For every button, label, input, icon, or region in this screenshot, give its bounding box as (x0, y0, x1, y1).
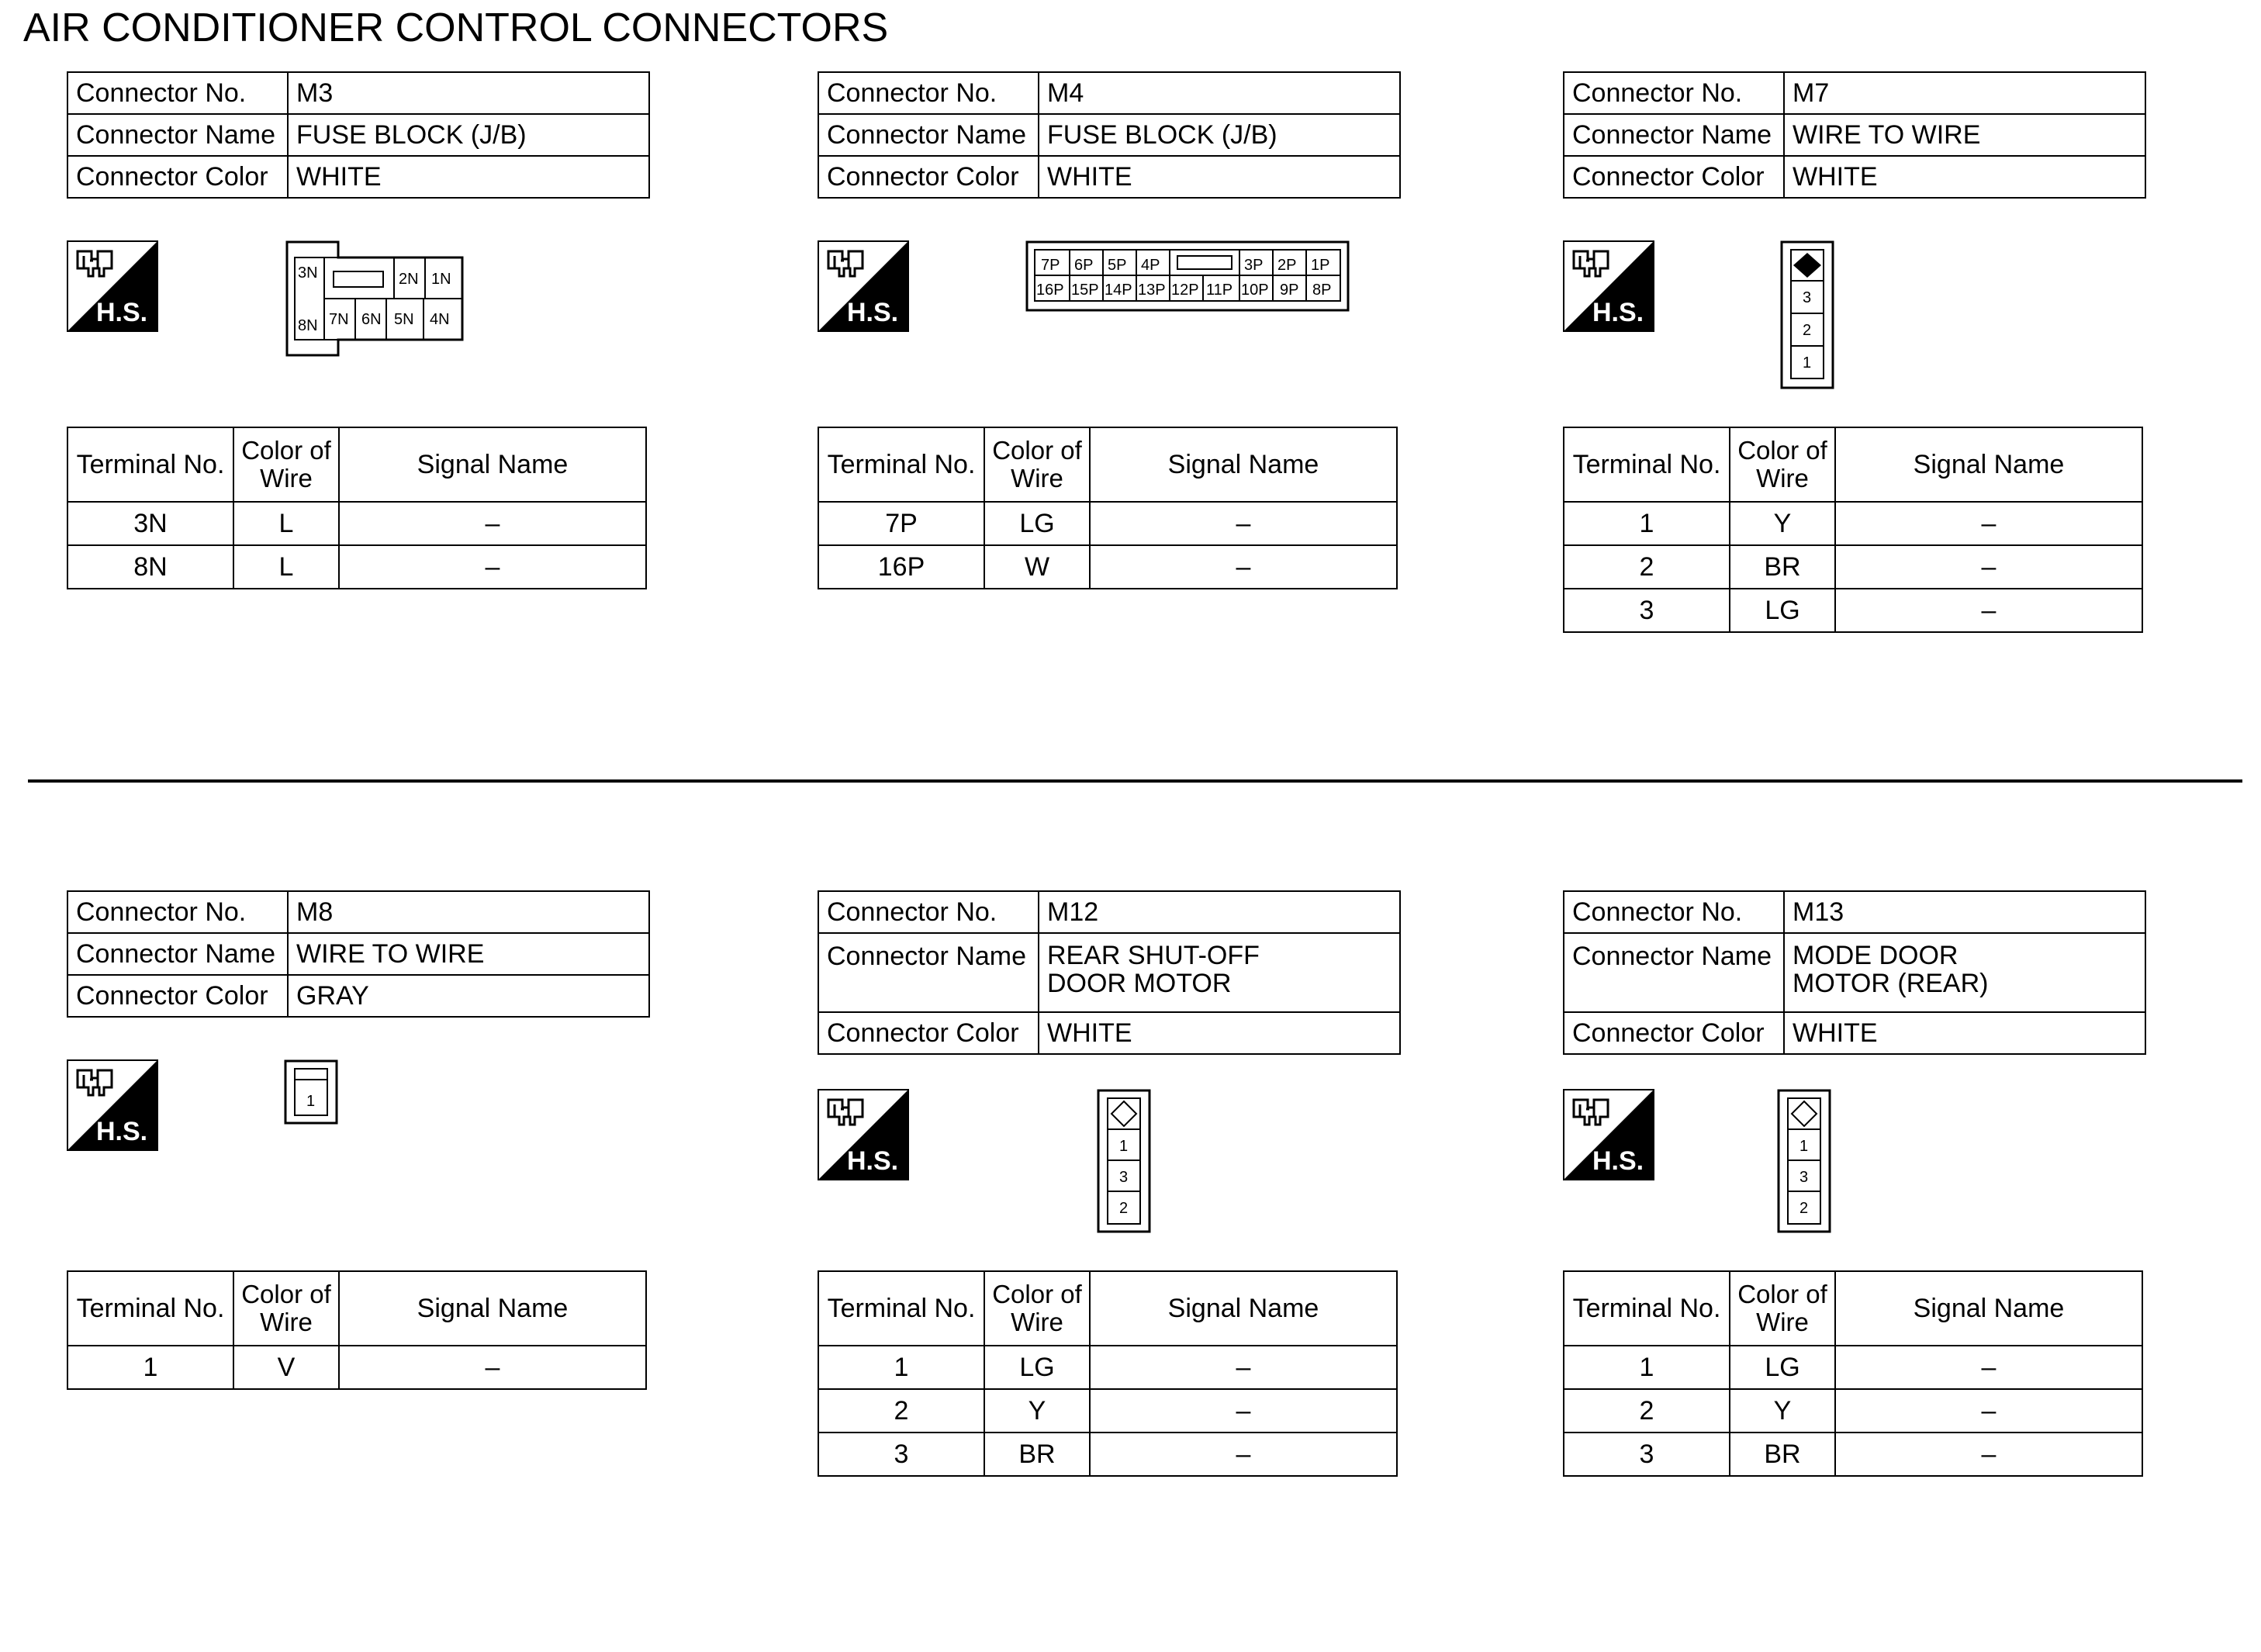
connector-no-value: M8 (288, 891, 649, 933)
connector-no-value: M7 (1784, 72, 2145, 114)
table-row (67, 1346, 646, 1389)
connector-face-m7 (1780, 240, 1834, 389)
hs-badge-text: H.S. (1592, 298, 1644, 327)
terminal-no-cell: 3N (67, 502, 233, 545)
table-row (1564, 545, 2142, 589)
signal-name-cell: – (339, 545, 646, 589)
pin-label: 5P (1108, 257, 1127, 274)
connector-name-label: Connector Name (818, 933, 1039, 1012)
connector-name-value: FUSE BLOCK (J/B) (288, 114, 649, 156)
connector-name-label: Connector Name (818, 114, 1039, 156)
table-row (818, 1433, 1397, 1476)
wire-color-cell: Y (1730, 502, 1835, 545)
terminal-no-cell: 2 (1564, 1389, 1730, 1433)
terminal-table (1563, 1270, 2143, 1477)
pin-label: 3 (1799, 1169, 1809, 1186)
terminal-no-cell: 16P (818, 545, 984, 589)
connector-face-m12 (1097, 1089, 1151, 1233)
connector-no-label: Connector No. (67, 72, 288, 114)
pin-label: 4N (430, 311, 450, 328)
wire-color-cell: BR (1730, 1433, 1835, 1476)
terminal-no-cell: 8N (67, 545, 233, 589)
signal-name-cell: – (339, 1346, 646, 1389)
wire-color-cell: LG (1730, 589, 1835, 632)
connector-name-value: MODE DOOR MOTOR (REAR) (1784, 933, 2145, 1012)
terminal-no-cell: 7P (818, 502, 984, 545)
table-row (818, 1389, 1397, 1433)
signal-name-header: Signal Name (339, 427, 646, 502)
connector-info-table (67, 890, 650, 1018)
pin-label: 11P (1206, 282, 1233, 299)
pin-label: 3N (298, 264, 318, 282)
pin-label: 3 (1119, 1169, 1129, 1186)
connector-color-label: Connector Color (818, 1012, 1039, 1054)
connector-block-m12 (779, 890, 1368, 1526)
pin-label: 4P (1141, 257, 1160, 274)
connector-info-table (67, 71, 650, 199)
signal-name-cell: – (1835, 502, 2142, 545)
connector-name-value: WIRE TO WIRE (1784, 114, 2145, 156)
connector-block-m13 (1524, 890, 2114, 1526)
terminal-no-header: Terminal No. (818, 1271, 984, 1346)
wire-color-cell: LG (984, 502, 1090, 545)
pin-label: 13P (1138, 282, 1166, 299)
wire-color-cell: BR (1730, 545, 1835, 589)
connector-block-m3 (28, 71, 617, 707)
table-row (1564, 502, 2142, 545)
harness-side-icon (67, 1059, 158, 1151)
connector-no-label: Connector No. (1564, 72, 1784, 114)
wire-color-cell: V (233, 1346, 339, 1389)
connector-no-label: Connector No. (67, 891, 288, 933)
connector-name-value: FUSE BLOCK (J/B) (1039, 114, 1400, 156)
pin-label: 1N (431, 271, 451, 288)
hs-badge-text: H.S. (847, 1146, 899, 1176)
connector-name-label: Connector Name (67, 933, 288, 975)
pin-label: 3P (1244, 257, 1264, 274)
terminal-no-header: Terminal No. (818, 427, 984, 502)
pin-label: 1 (1803, 354, 1812, 372)
connector-no-value: M4 (1039, 72, 1400, 114)
signal-name-cell: – (1090, 1346, 1397, 1389)
pin-label: 2 (1803, 322, 1812, 339)
harness-side-icon (67, 240, 158, 332)
connector-block-m7 (1524, 71, 2114, 707)
pin-label: 1P (1311, 257, 1330, 274)
connector-color-label: Connector Color (67, 975, 288, 1017)
pin-label: 9P (1280, 282, 1299, 299)
pin-label: 10P (1241, 282, 1269, 299)
terminal-no-header: Terminal No. (1564, 1271, 1730, 1346)
pin-label: 1 (1119, 1138, 1129, 1155)
connector-color-value: WHITE (1039, 156, 1400, 198)
signal-name-header: Signal Name (1090, 427, 1397, 502)
connector-name-value: WIRE TO WIRE (288, 933, 649, 975)
hs-badge-text: H.S. (1592, 1146, 1644, 1176)
pin-label: 15P (1071, 282, 1099, 299)
connector-no-value: M3 (288, 72, 649, 114)
table-row (818, 502, 1397, 545)
connector-color-value: WHITE (288, 156, 649, 198)
table-row (1564, 1346, 2142, 1389)
section-divider (28, 779, 2242, 783)
signal-name-cell: – (1835, 545, 2142, 589)
table-row (67, 545, 646, 589)
connector-color-value: GRAY (288, 975, 649, 1017)
signal-name-cell: – (1835, 1433, 2142, 1476)
signal-name-cell: – (1090, 502, 1397, 545)
connector-face-m8 (284, 1059, 338, 1125)
pin-label: 1 (1799, 1138, 1809, 1155)
connector-face-m4 (1025, 240, 1350, 312)
terminal-table (67, 1270, 647, 1390)
table-row (818, 545, 1397, 589)
terminal-no-cell: 2 (1564, 545, 1730, 589)
harness-side-icon (1563, 240, 1654, 332)
pin-label: 12P (1171, 282, 1199, 299)
pin-label: 16P (1036, 282, 1064, 299)
connector-block-m8 (28, 890, 617, 1526)
connector-face-m13 (1777, 1089, 1831, 1233)
pin-label: 7P (1041, 257, 1060, 274)
signal-name-cell: – (339, 502, 646, 545)
hs-badge-text: H.S. (96, 1117, 148, 1146)
connector-no-label: Connector No. (818, 72, 1039, 114)
table-row (1564, 1433, 2142, 1476)
pin-label: 6N (361, 311, 382, 328)
table-row (1564, 589, 2142, 632)
connector-no-label: Connector No. (818, 891, 1039, 933)
terminal-table (818, 1270, 1398, 1477)
signal-name-header: Signal Name (1835, 1271, 2142, 1346)
wire-color-header: Color of Wire (1730, 427, 1835, 502)
hs-badge-text: H.S. (847, 298, 899, 327)
signal-name-cell: – (1835, 589, 2142, 632)
pin-label: 7N (329, 311, 349, 328)
pin-label: 1 (306, 1093, 316, 1110)
wire-color-header: Color of Wire (233, 427, 339, 502)
terminal-no-cell: 1 (1564, 1346, 1730, 1389)
terminal-no-cell: 1 (67, 1346, 233, 1389)
wire-color-cell: Y (984, 1389, 1090, 1433)
harness-side-icon (1563, 1089, 1654, 1180)
pin-label: 3 (1803, 289, 1812, 306)
terminal-no-cell: 3 (1564, 1433, 1730, 1476)
terminal-no-cell: 3 (1564, 589, 1730, 632)
connector-name-label: Connector Name (1564, 114, 1784, 156)
connector-info-table (1563, 890, 2146, 1055)
signal-name-cell: – (1835, 1389, 2142, 1433)
connector-color-label: Connector Color (1564, 1012, 1784, 1054)
signal-name-header: Signal Name (339, 1271, 646, 1346)
connector-no-value: M13 (1784, 891, 2145, 933)
table-row (1564, 1389, 2142, 1433)
wire-color-header: Color of Wire (984, 1271, 1090, 1346)
wire-color-header: Color of Wire (1730, 1271, 1835, 1346)
signal-name-cell: – (1090, 545, 1397, 589)
terminal-no-cell: 2 (818, 1389, 984, 1433)
wire-color-cell: L (233, 545, 339, 589)
harness-side-icon (818, 1089, 909, 1180)
signal-name-header: Signal Name (1090, 1271, 1397, 1346)
pin-label: 2 (1799, 1200, 1809, 1217)
wire-color-cell: BR (984, 1433, 1090, 1476)
pin-label: 2 (1119, 1200, 1129, 1217)
terminal-table (67, 427, 647, 589)
wire-color-cell: L (233, 502, 339, 545)
connector-color-value: WHITE (1784, 156, 2145, 198)
connector-color-label: Connector Color (67, 156, 288, 198)
wire-color-cell: LG (1730, 1346, 1835, 1389)
connector-color-label: Connector Color (1564, 156, 1784, 198)
signal-name-cell: – (1090, 1433, 1397, 1476)
connector-info-table (1563, 71, 2146, 199)
pin-label: 5N (394, 311, 414, 328)
connector-info-table (818, 890, 1401, 1055)
harness-side-icon (818, 240, 909, 332)
wire-color-cell: LG (984, 1346, 1090, 1389)
connector-color-label: Connector Color (818, 156, 1039, 198)
table-row (818, 1346, 1397, 1389)
pin-label: 2P (1277, 257, 1297, 274)
pin-label: 2N (399, 271, 419, 288)
connector-name-value: REAR SHUT-OFF DOOR MOTOR (1039, 933, 1400, 1012)
terminal-no-cell: 1 (818, 1346, 984, 1389)
wire-color-header: Color of Wire (984, 427, 1090, 502)
connector-no-value: M12 (1039, 891, 1400, 933)
wire-color-cell: Y (1730, 1389, 1835, 1433)
connector-info-table (818, 71, 1401, 199)
terminal-table (1563, 427, 2143, 633)
signal-name-cell: – (1835, 1346, 2142, 1389)
wire-color-cell: W (984, 545, 1090, 589)
pin-label: 8N (298, 317, 318, 334)
signal-name-cell: – (1090, 1389, 1397, 1433)
pin-label: 6P (1074, 257, 1094, 274)
pin-label: 14P (1105, 282, 1132, 299)
connector-name-label: Connector Name (1564, 933, 1784, 1012)
connector-block-m4 (779, 71, 1368, 707)
terminal-no-header: Terminal No. (1564, 427, 1730, 502)
terminal-no-header: Terminal No. (67, 427, 233, 502)
connector-face-m3 (285, 240, 465, 357)
page-title: AIR CONDITIONER CONTROL CONNECTORS (23, 5, 889, 50)
signal-name-header: Signal Name (1835, 427, 2142, 502)
connector-color-value: WHITE (1784, 1012, 2145, 1054)
hs-badge-text: H.S. (96, 298, 148, 327)
pin-label: 8P (1312, 282, 1332, 299)
connector-no-label: Connector No. (1564, 891, 1784, 933)
connector-color-value: WHITE (1039, 1012, 1400, 1054)
terminal-no-cell: 3 (818, 1433, 984, 1476)
terminal-no-cell: 1 (1564, 502, 1730, 545)
connector-name-label: Connector Name (67, 114, 288, 156)
terminal-table (818, 427, 1398, 589)
terminal-no-header: Terminal No. (67, 1271, 233, 1346)
table-row (67, 502, 646, 545)
wire-color-header: Color of Wire (233, 1271, 339, 1346)
